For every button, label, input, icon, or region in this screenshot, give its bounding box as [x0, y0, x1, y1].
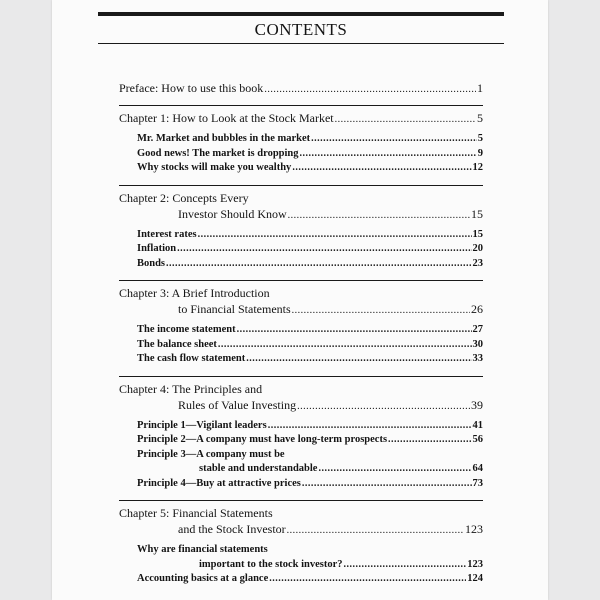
book-page: [52, 0, 548, 600]
toc-line: [137, 572, 483, 587]
page-title: CONTENTS: [254, 20, 348, 39]
toc-line: [137, 132, 483, 147]
dot-leader: [335, 115, 476, 125]
page-number: 26: [471, 302, 483, 316]
chapter-entry: [119, 285, 483, 373]
entry-label: Rules of Value Investing: [178, 397, 297, 412]
entry-label: Chapter 3: A Brief Introduction: [119, 286, 270, 300]
section-list: [119, 323, 483, 367]
entry-label: The income statement: [137, 324, 236, 335]
chapter-entry: [119, 190, 483, 278]
dot-leader: [264, 85, 476, 95]
dot-leader: [269, 574, 466, 584]
chapter-divider: [119, 105, 483, 106]
dot-leader: [218, 340, 472, 350]
toc-line: [119, 190, 483, 206]
preface-page: 1: [477, 81, 483, 95]
dot-leader: [318, 464, 471, 474]
entry-label: Good news! The market is dropping: [137, 147, 299, 159]
toc-line: [119, 110, 483, 126]
dot-leader: [268, 421, 472, 431]
entry-label: Principle 2—A company must have long-term prospects: [137, 434, 388, 445]
entry-label: Accounting basics at a glance: [137, 573, 269, 584]
page-number: 39: [471, 397, 483, 412]
dot-leader: [300, 149, 477, 159]
chapter-divider: [119, 280, 483, 281]
toc-line: [119, 505, 483, 521]
dot-leader: [292, 163, 471, 173]
entry-label: Mr. Market and bubbles in the market: [137, 133, 311, 144]
chapter-entry: [119, 381, 483, 498]
page-number: 15: [471, 206, 483, 221]
entry-label: Inflation: [137, 243, 177, 254]
page-number: 30: [472, 338, 483, 350]
toc-line: [137, 352, 483, 367]
toc-line: [137, 543, 483, 558]
entry-label: Chapter 2: Concepts Every: [119, 190, 249, 205]
toc-line: [137, 257, 483, 272]
entry-label: stable and understandable: [199, 463, 318, 474]
page-number: 73: [472, 477, 483, 489]
page-number: 12: [472, 162, 483, 173]
toc-line: [119, 397, 483, 413]
top-rule: [98, 12, 504, 16]
page-number: 5: [477, 111, 483, 125]
section-list: [119, 228, 483, 272]
entry-label: Why stocks will make you wealthy: [137, 162, 292, 173]
entry-label: The cash flow statement: [137, 353, 246, 364]
preface-label: Preface: How to use this book: [119, 81, 264, 95]
page-number: 41: [472, 419, 483, 431]
toc-line: [137, 147, 483, 162]
section-list: [119, 132, 483, 176]
table-of-contents: [119, 80, 483, 593]
dot-leader: [177, 244, 471, 254]
section-list: [119, 543, 483, 587]
entry-label: Interest rates: [137, 228, 197, 240]
section-list: [119, 419, 483, 492]
entry-label: Investor Should Know: [178, 206, 287, 221]
entry-label: and the Stock Investor: [178, 522, 286, 536]
toc-line: [137, 419, 483, 434]
toc-line: [137, 323, 483, 338]
dot-leader: [311, 134, 477, 144]
toc-line: [137, 477, 483, 492]
toc-line: [119, 80, 483, 96]
toc-line: [137, 448, 483, 463]
toc-line: [119, 206, 483, 222]
dot-leader: [237, 325, 472, 335]
toc-line: [137, 338, 483, 353]
dot-leader: [246, 354, 471, 364]
entry-label: Principle 4—Buy at attractive prices: [137, 477, 301, 489]
page-number: 27: [472, 324, 483, 335]
page-number: 33: [472, 353, 483, 364]
toc-line: [137, 161, 483, 176]
page-number: 5: [477, 133, 483, 144]
preface-entry: [119, 80, 483, 102]
dot-leader: [302, 479, 472, 489]
entry-label: Principle 1—Vigilant leaders: [137, 419, 267, 431]
chapter-divider: [119, 185, 483, 186]
page-number: 20: [472, 243, 483, 254]
entry-label: Chapter 1: How to Look at the Stock Market: [119, 111, 334, 125]
toc-line: [119, 285, 483, 301]
chapter-entry: [119, 110, 483, 182]
page-number: 9: [477, 147, 483, 159]
toc-line: [137, 242, 483, 257]
toc-line: [137, 462, 483, 477]
page-number: 64: [472, 463, 483, 474]
page-number: 123: [465, 522, 483, 536]
chapter-divider: [119, 376, 483, 377]
entry-label: to Financial Statements: [178, 302, 291, 316]
dot-leader: [287, 526, 464, 536]
entry-label: Chapter 5: Financial Statements: [119, 506, 273, 520]
dot-leader: [297, 402, 470, 412]
toc-line: [137, 433, 483, 448]
entry-label: Why are financial statements: [137, 544, 268, 555]
chapter-entry: [119, 505, 483, 593]
dot-leader: [166, 259, 471, 269]
entry-label: The balance sheet: [137, 338, 217, 350]
page-number: 123: [467, 558, 483, 570]
dot-leader: [292, 306, 470, 316]
toc-line: [119, 521, 483, 537]
toc-line: [119, 301, 483, 317]
dot-leader: [198, 230, 472, 240]
entry-label: Bonds: [137, 257, 166, 269]
chapter-divider: [119, 500, 483, 501]
page-number: 124: [467, 573, 483, 584]
toc-line: [137, 228, 483, 243]
toc-line: [119, 381, 483, 397]
page-number: 15: [472, 228, 483, 240]
title-underline: [98, 43, 504, 44]
dot-leader: [343, 560, 466, 570]
entry-label: important to the stock investor?: [199, 558, 343, 570]
dot-leader: [288, 211, 470, 221]
page-number: 23: [472, 257, 483, 269]
entry-label: Principle 3—A company must be: [137, 448, 285, 460]
dot-leader: [388, 435, 471, 445]
toc-line: [137, 558, 483, 573]
entry-label: Chapter 4: The Principles and: [119, 381, 263, 396]
page-number: 56: [472, 434, 483, 445]
